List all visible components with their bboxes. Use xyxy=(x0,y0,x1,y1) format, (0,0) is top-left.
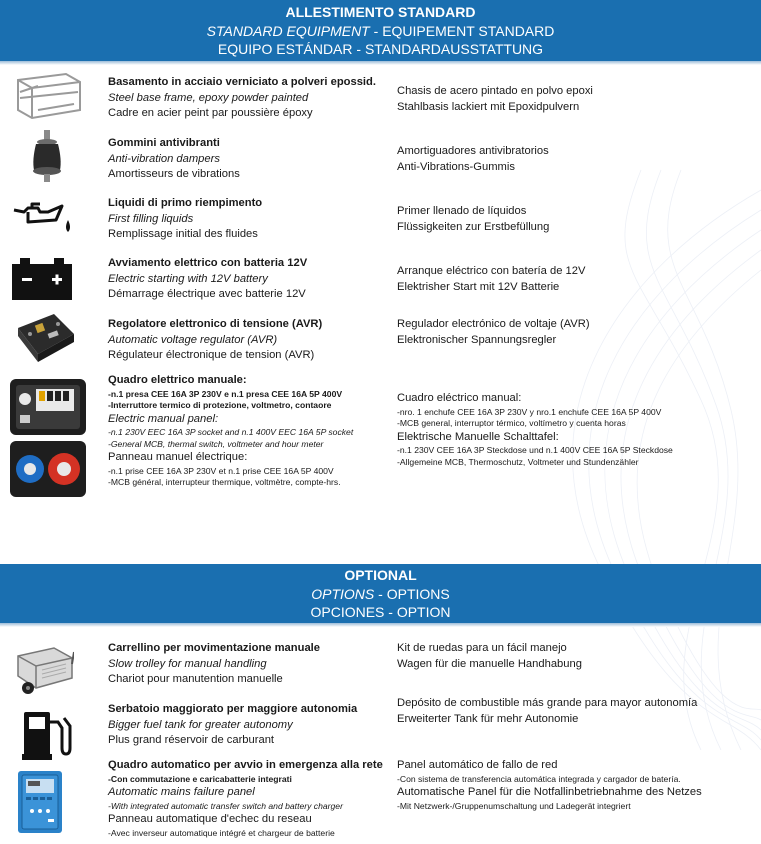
panel-title-en: Electric manual panel: xyxy=(108,412,219,425)
item-title-en: Automatic voltage regulator (AVR) xyxy=(108,333,278,346)
panel-spec-it-2: -Interruttore termico di protezione, voltmetro, contaore xyxy=(108,400,332,411)
item-title-it: Gommini antivibranti xyxy=(108,137,220,149)
item-title-en: Electric starting with 12V battery xyxy=(108,272,268,285)
item-title-en: Slow trolley for manual handling xyxy=(108,657,267,670)
automatic-panel-icon xyxy=(18,771,98,838)
item-title-es: Arranque eléctrico con batería de 12V xyxy=(397,265,586,277)
item-title-es: Kit de ruedas para un fácil manejo xyxy=(397,642,567,654)
panel-spec-es-1: -nro. 1 enchufe CEE 16A 3P 230V y nro.1 enchufe CEE 16A 5P 400V xyxy=(397,406,662,417)
banner-title-it: OPTIONAL xyxy=(344,567,417,583)
banner-title-it: ALLESTIMENTO STANDARD xyxy=(285,4,476,20)
banner-title-en: STANDARD EQUIPMENT xyxy=(206,22,370,39)
item-title-it: Basamento in acciaio verniciato a polveri epossid. xyxy=(108,76,376,88)
auto-panel-spec-fr: -Avec inverseur automatique intégré et chargeur de batterie xyxy=(108,827,335,838)
item-title-en: Steel base frame, epoxy powder painted xyxy=(108,91,309,104)
battery-icon xyxy=(12,258,92,305)
manual-electrical-panel-icon xyxy=(10,379,90,502)
auto-panel-title-en: Automatic mains failure panel xyxy=(108,786,255,799)
trolley-icon xyxy=(14,644,94,701)
item-title-es: Depósito de combustible más grande para mayor autonomía xyxy=(397,697,698,709)
panel-spec-fr-1: -n.1 prise CEE 16A 3P 230V et n.1 prise CEE 16A 5P 400V xyxy=(108,465,334,476)
avr-regulator-icon xyxy=(14,310,94,371)
panel-spec-en-1: -n.1 230V EEC 16A 3P socket and n.1 400V EEC 16A 5P socket xyxy=(108,427,354,438)
panel-spec-it-1: -n.1 presa CEE 16A 3P 230V e n.1 presa CEE 16A 5P 400V xyxy=(108,388,343,399)
item-title-en: First filling liquids xyxy=(108,212,194,225)
auto-panel-title-it: Quadro automatico per avvio in emergenza alla rete xyxy=(108,759,383,771)
item-title-es: Regulador electrónico de voltaje (AVR) xyxy=(397,318,590,330)
panel-title-es: Cuadro eléctrico manual: xyxy=(397,392,522,404)
auto-panel-title-fr: Panneau automatique d'echec du reseau xyxy=(108,813,312,826)
fuel-pump-icon xyxy=(22,708,102,765)
banner-separator: - xyxy=(374,585,387,602)
standard-equipment-banner xyxy=(0,0,761,61)
item-title-es: Amortiguadores antivibratorios xyxy=(397,145,549,157)
banner-title-es-de: EQUIPO ESTÁNDAR - STANDARDAUSSTATTUNG xyxy=(217,41,544,57)
item-title-de: Elektronischer Spannungsregler xyxy=(397,333,557,346)
item-title-it: Avviamento elettrico con batteria 12V xyxy=(108,257,308,269)
item-title-en: Bigger fuel tank for greater autonomy xyxy=(108,718,293,731)
auto-panel-title-es: Panel automático de fallo de red xyxy=(397,759,558,771)
item-title-de: Anti-Vibrations-Gummis xyxy=(397,160,515,173)
item-title-es: Chasis de acero pintado en polvo epoxi xyxy=(397,85,593,97)
panel-spec-de-1: -n.1 230V CEE 16A 3P Steckdose und n.1 400V CEE 16A 5P Steckdose xyxy=(397,445,673,456)
item-title-de: Erweiterter Tank für mehr Autonomie xyxy=(397,712,579,725)
item-title-fr: Amortisseurs de vibrations xyxy=(108,168,240,180)
oil-can-icon xyxy=(10,198,90,243)
panel-spec-en-2: -General MCB, thermal switch, voltmeter and hour meter xyxy=(108,438,324,449)
banner-title-en: OPTIONS xyxy=(311,585,375,602)
item-title-fr: Cadre en acier peint par poussière époxy xyxy=(108,107,313,119)
auto-panel-spec-es: -Con sistema de transferencia automática integrada y cargador de batería. xyxy=(397,773,681,784)
item-title-it: Carrellino per movimentazione manuale xyxy=(108,642,320,654)
optional-banner xyxy=(0,564,761,623)
anti-vibration-damper-icon xyxy=(18,130,98,187)
banner-title-es-de: OPCIONES - OPTION xyxy=(310,604,451,620)
item-title-it: Regolatore elettronico di tensione (AVR) xyxy=(108,318,323,330)
steel-frame-icon xyxy=(8,70,88,127)
panel-spec-es-2: -MCB general, interruptor térmico, voltímetro y cuenta horas xyxy=(397,418,626,429)
panel-title-fr: Panneau manuel électrique: xyxy=(108,451,248,464)
banner-title-en-fr xyxy=(0,22,761,41)
panel-spec-fr-2: -MCB général, interrupteur thermique, voltmètre, compte-hrs. xyxy=(108,477,341,488)
banner-shadow xyxy=(0,623,761,627)
item-title-fr: Chariot pour manutention manuelle xyxy=(108,673,283,685)
item-title-de: Stahlbasis lackiert mit Epoxidpulvern xyxy=(397,100,580,113)
banner-title-fr: OPTIONS xyxy=(386,585,450,602)
banner-title-en-fr xyxy=(0,585,761,604)
item-title-en: Anti-vibration dampers xyxy=(108,152,220,165)
item-title-fr: Démarrage électrique avec batterie 12V xyxy=(108,288,306,300)
banner-shadow xyxy=(0,61,761,65)
item-title-de: Elektrisher Start mit 12V Batterie xyxy=(397,280,560,293)
auto-panel-spec-de: -Mit Netzwerk-/Gruppenumschaltung und Ladegerät integriert xyxy=(397,800,631,811)
panel-title-de: Elektrische Manuelle Schalttafel: xyxy=(397,430,559,443)
panel-title-it: Quadro elettrico manuale: xyxy=(108,374,247,386)
auto-panel-spec-en: -With integrated automatic transfer switch and battery charger xyxy=(108,800,343,811)
panel-spec-de-2: -Allgemeine MCB, Thermoschutz, Voltmeter und Stundenzähler xyxy=(397,456,639,467)
item-title-de: Flüssigkeiten zur Erstbefüllung xyxy=(397,220,550,233)
item-title-fr: Remplissage initial des fluides xyxy=(108,228,258,240)
auto-panel-spec-it: -Con commutazione e caricabatterie integrati xyxy=(108,773,292,784)
item-title-it: Serbatoio maggiorato per maggiore autonomia xyxy=(108,703,358,715)
banner-separator: - xyxy=(369,22,383,39)
item-title-fr: Plus grand réservoir de carburant xyxy=(108,734,275,746)
banner-title-fr: EQUIPEMENT STANDARD xyxy=(382,22,555,39)
item-title-fr: Régulateur électronique de tension (AVR) xyxy=(108,349,315,361)
item-title-it: Liquidi di primo riempimento xyxy=(108,197,263,209)
item-title-es: Primer llenado de líquidos xyxy=(397,205,527,217)
auto-panel-title-de: Automatische Panel für die Notfallinbetriebnahme des Netzes xyxy=(397,786,702,799)
item-title-de: Wagen für die manuelle Handhabung xyxy=(397,657,582,670)
